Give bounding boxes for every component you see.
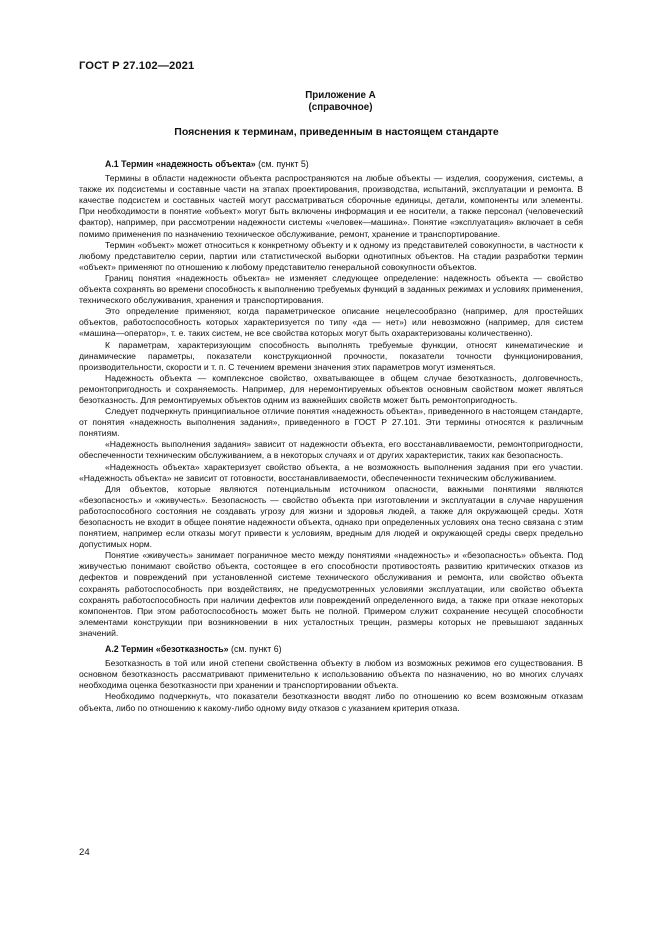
page-number: 24: [79, 847, 90, 858]
annex-header: [0, 90, 661, 113]
annex-title: Пояснения к терминам, приведенным в настоящем стандарте: [174, 126, 499, 138]
paragraph: Безотказность в той или иной степени свойственна объекту в любом из возможных режимов его существования. В основном безотказность рассматривают применительно к использованию объекта по назначению, но во многих случаях необходима оценка безотказности при хранении и транспортировании объекта.: [79, 658, 583, 691]
paragraph: «Надежность объекта» характеризует свойство объекта, а не возможность выполнения задания при его участии. «Надежность объекта» не зависит от готовности, восстанавливаемости, обеспеченности техническим обслуживанием.: [79, 461, 583, 483]
paragraph: К параметрам, характеризующим способность выполнять требуемые функции, относят кинематические и динамические параметры, показатели конструкционной прочности, показатели точности функционирования, производительности, скорости и т. п. С течением времени значения этих параметров могут изменяться.: [79, 339, 583, 372]
paragraph: Для объектов, которые являются потенциальным источником опасности, важными понятиями являются «безопасность» и «живучесть». Безопасность — свойство объекта при изготовлении и эксплуатации в случае нарушения работоспособного состояния не создавать угрозу для жизни и здоровья людей, а также для окружающей среды. Хотя безопасность не входит в общее понятие надежности объекта, однако при определенных условиях она тесно связана с этим понятием, например если отказы могут привести к условиям, вредным для людей и окружающей среды сверх предельно допустимых норм.: [79, 483, 583, 550]
section-a1-heading: [79, 159, 583, 170]
section-a2-term: А.2 Термин «безотказность»: [105, 644, 229, 655]
section-a2-heading: [79, 644, 583, 655]
paragraph: Термины в области надежности объекта распространяются на любые объекты — изделия, сооружения, системы, а также их подсистемы и составные части на этапах проектирования, производства, испытаний, эксплуатации и ремонта. В качестве подсистем и составных частей могут рассматриваться сборочные единицы, детали, компоненты или элементы. При необходимости в понятие «объект» могут быть включены информация и ее носители, а также персонал (человеческий фактор), например, при рассмотрении надежности системы «человек—машина». Понятие «эксплуатация» включает в себя помимо применения по назначению техническое обслуживание, ремонт, хранение и транспортирование.: [79, 173, 583, 239]
paragraph: Термин «объект» может относиться к конкретному объекту и к одному из представителей совокупности, в частности к любому представителю серии, партии или статистической выборки однотипных объектов. На стадии разработки термин «объект» применяют по отношению к любому представителю генеральной совокупности объектов.: [79, 239, 583, 272]
annex-label: Приложение А: [305, 90, 376, 101]
document-body: [79, 159, 583, 714]
section-a2-ref: (см. пункт 6): [228, 644, 282, 655]
standard-code: ГОСТ Р 27.102—2021: [79, 60, 195, 72]
paragraph: Понятие «живучесть» занимает пограничное место между понятиями «надежность» и «безопасность» объекта. Под живучестью понимают свойство объекта, состоящее в его способности противостоять развитию критических отказов из дефектов и повреждений при установленной системе технического обслуживания и ремонта, или свойство объекта сохранять работоспособность при воздействиях, не предусмотренных условиями эксплуатации, или свойство объекта сохранять работоспособность при наличии дефектов или повреждений определенного вида, а также при отказе некоторых компонентов. При этом работоспособность может быть не полной. Примером служит сохранение несущей способности элементами конструкции при возникновении в них усталостных трещин, размеры которых не превышают заданных значений.: [79, 550, 583, 638]
annex-type: (справочное): [308, 101, 373, 113]
section-a1-ref: (см. пункт 5): [255, 159, 309, 169]
paragraph: Это определение применяют, когда параметрическое описание нецелесообразно (например, для простейших объектов, работоспособность которых характеризуется по типу «да — нет») или невозможно (например, для систем «машина—оператор», т. е. таких систем, не все свойства которых могут быть охарактеризованы количественно).: [79, 306, 583, 339]
paragraph: Границ понятия «надежность объекта» не изменяет следующее определение: надежность объекта — свойство объекта сохранять во времени способность к выполнению требуемых функций в заданных режимах и условиях применения, технического обслуживания, хранения и транспортирования.: [79, 272, 583, 306]
paragraph: Необходимо подчеркнуть, что показатели безотказности вводят либо по отношению ко всем возможным отказам объекта, либо по отношению к какому-либо одному виду отказов с указанием критерия отказа.: [79, 691, 583, 713]
paragraph: «Надежность выполнения задания» зависит от надежности объекта, его восстанавливаемости, ремонтопригодности, обеспеченности техническим обслуживанием, а в некоторых случаях и от других характеристик, таких как безопасность.: [79, 439, 583, 461]
section-a1-term: А.1 Термин «надежность объекта»: [105, 159, 256, 169]
paragraph: Следует подчеркнуть принципиальное отличие понятия «надежность объекта», приведенного в настоящем стандарте, от понятия «надежность выполнения задания», приведенного в ГОСТ Р 27.101. Эти термины относятся к различным понятиям.: [79, 406, 583, 439]
paragraph: Надежность объекта — комплексное свойство, охватывающее в общем случае безотказность, долговечность, ремонтопригодность и сохраняемость. Например, для неремонтируемых объектов основным свойством может являться безотказность. Для ремонтируемых объектов одним из важнейших свойств может быть ремонтопригодность.: [79, 372, 583, 405]
